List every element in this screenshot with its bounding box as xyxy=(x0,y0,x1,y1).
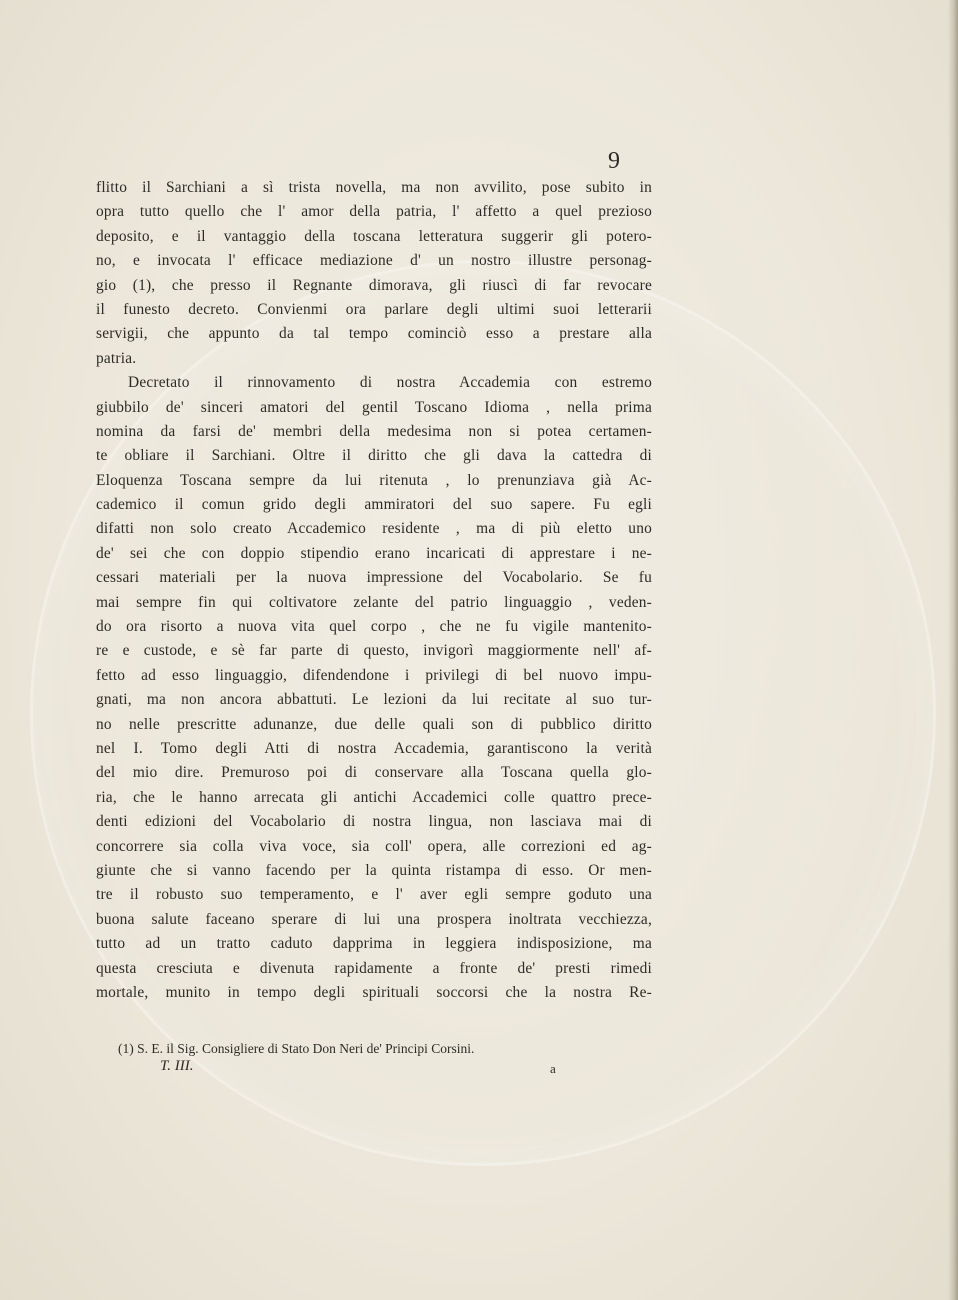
text-line: ria, che le hanno arrecata gli antichi Accademici colle quattro prece- xyxy=(96,788,652,806)
sheet-mark: a xyxy=(550,1061,556,1076)
text-line: gio (1), che presso il Regnante dimorava, gli riuscì di far revocare xyxy=(96,276,652,294)
text-line: Decretato il rinnovamento di nostra Accademia con estremo xyxy=(128,374,652,392)
text-line: il funesto decreto. Convienmi ora parlare degli ultimi suoi letterarii xyxy=(96,300,652,318)
body-text xyxy=(96,176,652,1005)
text-line: do ora risorto a nuova vita quel corpo , che ne fu vigile mantenito- xyxy=(96,618,652,636)
text-line: nomina da farsi de' membri della medesima non si potea certamen- xyxy=(96,422,652,440)
text-line: deposito, e il vantaggio della toscana letteratura suggerir gli potero- xyxy=(96,227,652,245)
text-line: te obliare il Sarchiani. Oltre il diritto che gli dava la cattedra di xyxy=(96,447,652,465)
text-line: opra tutto quello che l' amor della patria, l' affetto a quel prezioso xyxy=(96,203,652,221)
text-line: tre il robusto suo temperamento, e l' aver egli sempre goduto una xyxy=(96,886,652,904)
text-line: mai sempre fin qui coltivatore zelante del patrio linguaggio , veden- xyxy=(96,593,652,611)
text-line: cessari materiali per la nuova impressione del Vocabolario. Se fu xyxy=(96,569,652,587)
text-line: buona salute faceano sperare di lui una prospera inoltrata vecchiezza, xyxy=(96,910,652,928)
text-line: difatti non solo creato Accademico residente , ma di più eletto uno xyxy=(96,520,652,538)
text-line: no, e invocata l' efficace mediazione d' un nostro illustre personag- xyxy=(96,252,652,270)
text-line: Eloquenza Toscana sempre da lui ritenuta , lo prenunziava già Ac- xyxy=(96,471,652,489)
text-line: no nelle prescritte adunanze, due delle quali son di pubblico diritto xyxy=(96,715,652,733)
signature-mark: T. III. xyxy=(160,1058,194,1074)
text-line: cademico il comun grido degli ammiratori del suo sapere. Fu egli xyxy=(96,496,652,514)
text-line: gnati, ma non ancora abbattuti. Le lezioni da lui recitate al suo tur- xyxy=(96,691,652,709)
text-line: giubbilo de' sinceri amatori del gentil Toscano Idioma , nella prima xyxy=(96,398,652,416)
text-line: fetto ad esso linguaggio, difendendone i privilegi di bel nuovo impu- xyxy=(96,666,652,684)
page-edge-shadow xyxy=(948,0,958,1300)
text-line: denti edizioni del Vocabolario di nostra lingua, non lasciava mai di xyxy=(96,813,652,831)
text-line: giunte che si vanno facendo per la quinta ristampa di esso. Or men- xyxy=(96,861,652,879)
text-line: re e custode, e sè far parte di questo, invigorì maggiormente nell' af- xyxy=(96,642,652,660)
text-line: questa cresciuta e divenuta rapidamente a fronte de' presti rimedi xyxy=(96,959,652,977)
footnote: (1) S. E. il Sig. Consigliere di Stato Don Neri de' Principi Corsini. xyxy=(118,1041,475,1056)
text-line: de' sei che con doppio stipendio erano incaricati di apprestare i ne- xyxy=(96,544,652,562)
text-line: patria. xyxy=(96,349,137,367)
text-line: nel I. Tomo degli Atti di nostra Accademia, garantiscono la verità xyxy=(96,739,652,757)
text-line: concorrere sia colla viva voce, sia coll' opera, alle correzioni ed ag- xyxy=(96,837,652,855)
text-line: flitto il Sarchiani a sì trista novella, ma non avvilito, pose subito in xyxy=(96,179,652,196)
text-line: mortale, munito in tempo degli spirituali soccorsi che la nostra Re- xyxy=(96,983,652,1001)
text-line: del mio dire. Premuroso poi di conservare alla Toscana quella glo- xyxy=(96,764,652,782)
page-number: 9 xyxy=(608,148,620,174)
text-line: tutto ad un tratto caduto dapprima in leggiera indisposizione, ma xyxy=(96,935,652,953)
text-line: servigii, che appunto da tal tempo cominciò esso a prestare alla xyxy=(96,325,652,343)
